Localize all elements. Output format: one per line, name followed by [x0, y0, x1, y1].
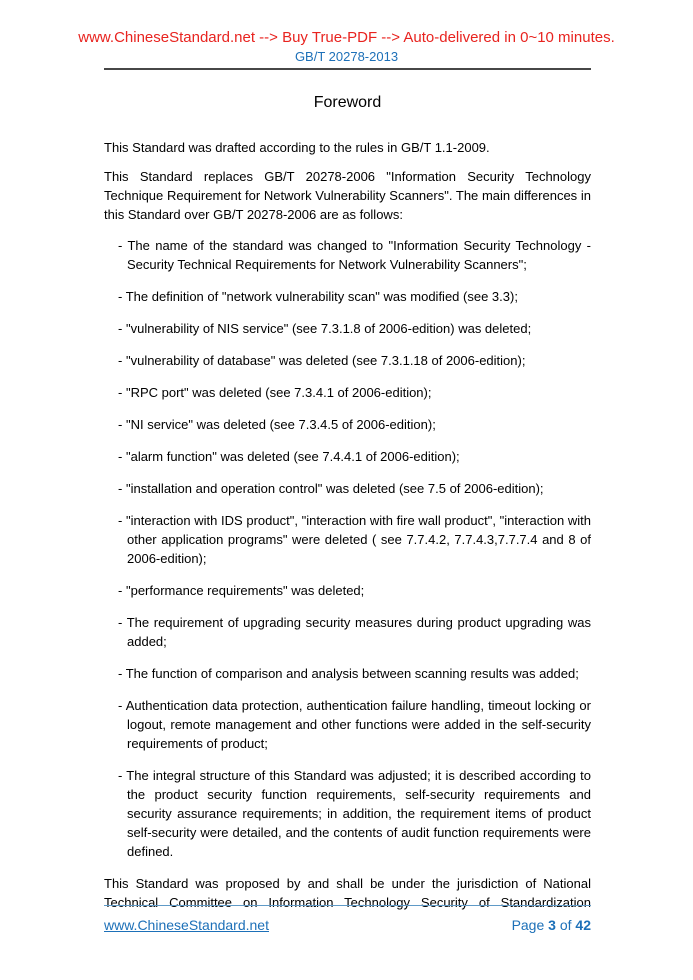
bullet-item — [118, 447, 591, 466]
bullet-item — [118, 287, 591, 306]
paragraph-drafted: This Standard was drafted according to the rules in GB/T 1.1-2009. — [104, 140, 490, 155]
bullet-item — [118, 319, 591, 338]
bullet-item — [118, 236, 591, 274]
bullet-marker: - — [118, 321, 123, 336]
bullet-item — [118, 479, 591, 498]
differences-list — [118, 236, 591, 861]
bullet-marker: - — [118, 417, 123, 432]
footer-site-link[interactable]: www.ChineseStandard.net — [104, 917, 269, 933]
bullet-marker: - — [118, 698, 123, 713]
standard-number: GB/T 20278-2013 — [294, 49, 399, 64]
page-of-label: of — [559, 917, 572, 933]
bullet-text: Authentication data protection, authentication failure handling, timeout locking or logout, remote management and other functions were added in the self-security requirements of product; — [125, 698, 591, 751]
bullet-text: The name of the standard was changed to "Information Security Technology - Security Technical Requirements for Network Vulnerability Scanners"; — [127, 238, 591, 272]
bullet-text: The requirement of upgrading security measures during product upgrading was added; — [126, 615, 591, 649]
bullet-item — [118, 696, 591, 753]
bullet-marker: - — [118, 666, 123, 681]
bullet-text: "performance requirements" was deleted; — [125, 583, 365, 598]
document-body — [104, 138, 591, 912]
bullet-item — [118, 613, 591, 651]
page-label: Page — [511, 917, 545, 933]
bullet-text: "vulnerability of NIS service" (see 7.3.1.8 of 2006-edition) was deleted; — [125, 321, 532, 336]
bullet-text: "vulnerability of database" was deleted (see 7.3.1.18 of 2006-edition); — [125, 353, 526, 368]
page-indicator — [512, 917, 591, 933]
bullet-text: "RPC port" was deleted (see 7.3.4.1 of 2006-edition); — [125, 385, 432, 400]
page-title: Foreword — [313, 94, 382, 111]
bullet-item — [118, 581, 591, 600]
bullet-item — [118, 415, 591, 434]
paragraph-jurisdiction: This Standard was proposed by and shall be under the jurisdiction of National Technical Committee on Information Technology Security of Standardization — [104, 876, 591, 910]
bullet-marker: - — [118, 238, 123, 253]
page-number: 3 — [548, 917, 556, 933]
bullet-text: "installation and operation control" was deleted (see 7.5 of 2006-edition); — [125, 481, 544, 496]
promo-banner: www.ChineseStandard.net --> Buy True-PDF --> Auto-delivered in 0~10 minutes. — [78, 29, 615, 46]
bullet-text: The definition of "network vulnerability scan" was modified (see 3.3); — [125, 289, 518, 304]
page-footer — [104, 905, 591, 933]
bullet-marker: - — [118, 768, 123, 783]
bullet-text: "interaction with IDS product", "interaction with fire wall product", "interaction with other application programs" were deleted ( see 7.7.4.2, 7.7.4.3,7.7.7.4 and 8 of 2006-edition); — [126, 513, 591, 566]
bullet-marker: - — [118, 449, 123, 464]
bullet-marker: - — [118, 481, 123, 496]
bullet-item — [118, 766, 591, 861]
bullet-marker: - — [118, 615, 123, 630]
bullet-marker: - — [118, 513, 123, 528]
bullet-marker: - — [118, 289, 123, 304]
paragraph-replaces: This Standard replaces GB/T 20278-2006 "Information Security Technology Technique Requirement for Network Vulnerability Scanners". The main differences in this Standard over GB/T 20278-2006 are as follows: — [104, 169, 591, 222]
bullet-text: "alarm function" was deleted (see 7.4.4.1 of 2006-edition); — [125, 449, 460, 464]
bullet-marker: - — [118, 583, 123, 598]
header-divider — [104, 68, 591, 70]
bullet-text: "NI service" was deleted (see 7.3.4.5 of 2006-edition); — [125, 417, 436, 432]
bullet-item — [118, 511, 591, 568]
bullet-text: The function of comparison and analysis between scanning results was added; — [125, 666, 579, 681]
bullet-text: The integral structure of this Standard was adjusted; it is described according to the product security function requirements, self-security requirements and security assurance requirements; in addition, the requirement items of product self-security were detailed, and the contents of audit function requirements were defined. — [126, 768, 591, 859]
bullet-marker: - — [118, 385, 123, 400]
bullet-marker: - — [118, 353, 123, 368]
bullet-item — [118, 664, 591, 683]
bullet-item — [118, 383, 591, 402]
page-total: 42 — [575, 917, 591, 933]
bullet-item — [118, 351, 591, 370]
